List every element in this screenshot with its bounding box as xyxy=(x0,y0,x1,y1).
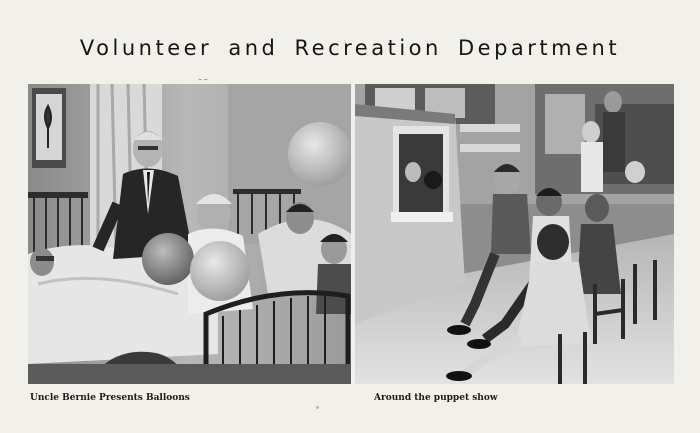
photo-balloons xyxy=(28,84,351,384)
page-title: Volunteer and Recreation Department xyxy=(79,36,621,60)
photo-puppet-show-image xyxy=(355,84,674,384)
photo-puppet-show xyxy=(355,84,674,384)
photo-balloons-image xyxy=(28,84,351,384)
caption-puppet-show: Around the puppet show xyxy=(374,393,498,403)
ink-mark: ~ ~ xyxy=(198,77,208,83)
caption-balloons: Uncle Bernie Presents Balloons xyxy=(30,393,190,403)
paper-speck xyxy=(316,406,319,409)
